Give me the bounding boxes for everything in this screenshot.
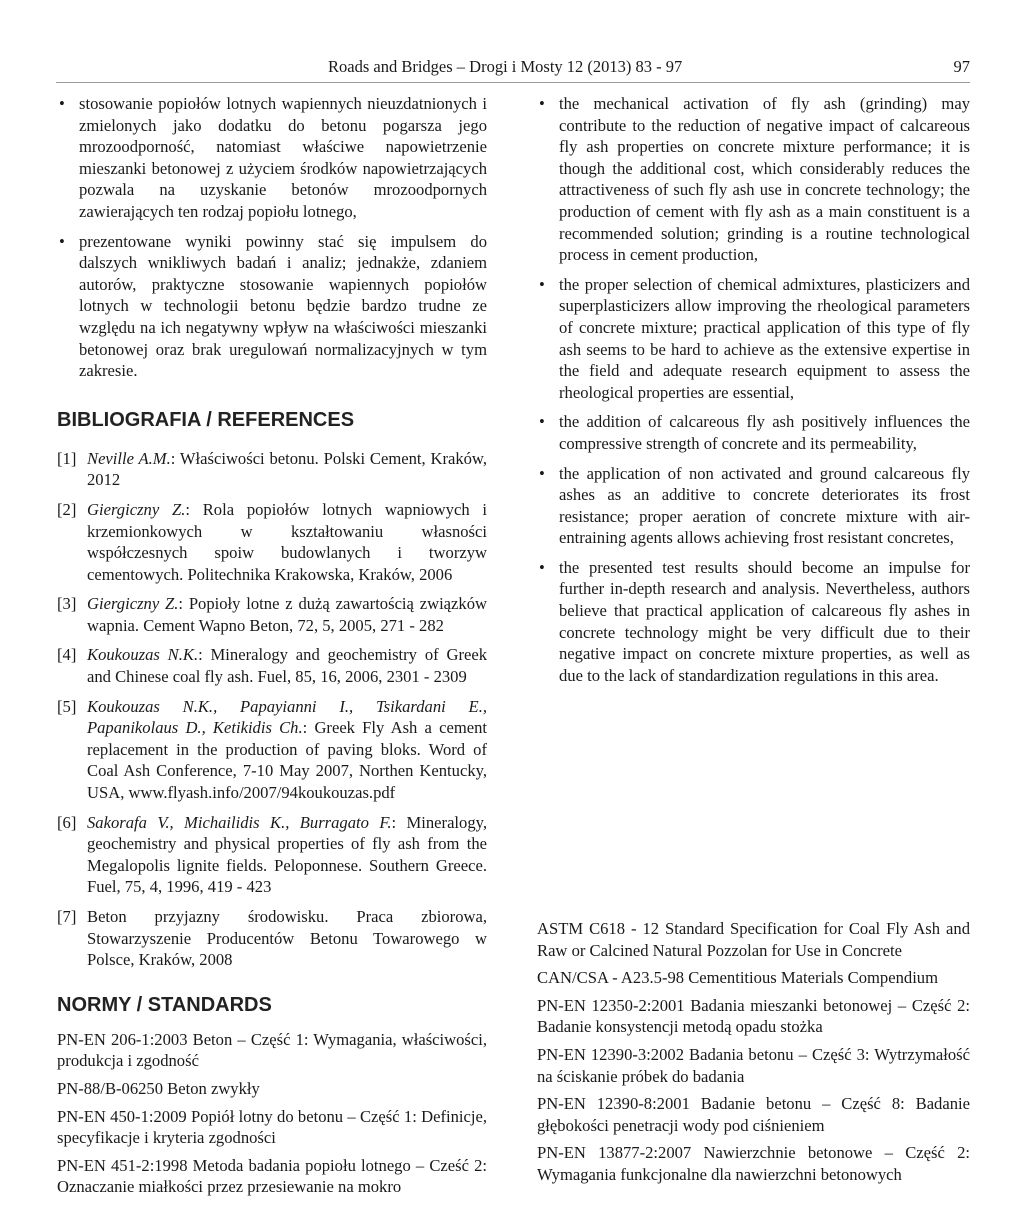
standard-item: PN-EN 12390-8:2001 Badanie betonu – Część 8: Badanie głębokości penetracji wody pod ciśnieniem: [537, 1094, 970, 1135]
list-item: [57, 93, 487, 223]
bullet-icon: •: [539, 274, 545, 294]
standard-item: PN-EN 12350-2:2001 Badania mieszanki betonowej – Część 2: Badanie konsystencji metodą opadu stożka: [537, 995, 970, 1037]
list-item-text: stosowanie popiołów lotnych wapiennych nieuzdatnionych i zmielonych jako dodatku do betonu pogarsza jego mrozoodporność, natomiast właściwe napowietrzenie mieszanki betonowej z użyciem środków napowietrzających pozwala na uzyskanie betonów mrozoodpornych zawierających ten rodzaj popiołu lotnego,: [79, 94, 487, 221]
reference-number: [2]: [57, 499, 77, 519]
standard-item: PN-EN 12390-3:2002 Badania betonu – Część 3: Wytrzymałość na ściskanie próbek do badania: [537, 1044, 970, 1086]
list-item-text: the application of non activated and ground calcareous fly ashes as an additive to concrete deteriorates its frost resistance; proper aeration of concrete mixture with air-entraining agents allows achieving frost resistant concretes,: [559, 463, 970, 548]
reference-text: : Mineralogy and geochemistry of Greek and Chinese coal fly ash. Fuel, 85, 16, 2006, 2301 - 2309: [87, 645, 488, 687]
reference-authors: Giergiczny Z.: [87, 499, 186, 519]
reference-authors: Koukouzas N.K.: [87, 645, 199, 665]
reference-number: [3]: [57, 594, 77, 614]
reference-text: : Greek Fly Ash a cement replacement in the production of paving bloks. Word of Coal Ash Conference, 7-10 May 2007, Northen Kentucky, USA, www.flyash.info/2007/94koukouzas.pdf: [87, 718, 487, 803]
reference-item: [57, 906, 487, 971]
standards-list-left: [57, 1029, 487, 1198]
bibliography-heading: BIBLIOGRAFIA / REFERENCES: [57, 408, 355, 431]
bullet-icon: •: [539, 463, 545, 483]
reference-item: [57, 499, 487, 585]
bullet-icon: •: [539, 94, 545, 113]
list-item-text: the addition of calcareous fly ash positively influences the compressive strength of concrete and its permeability,: [559, 412, 970, 453]
standard-item: PN-EN 451-2:1998 Metoda badania popiołu lotnego – Cześć 2: Oznaczanie miałkości przez przesiewanie na mokro: [57, 1155, 487, 1197]
right-column: [537, 93, 970, 694]
standard-item: PN-88/B-06250 Beton zwykły: [57, 1078, 260, 1098]
standard-item: PN-EN 13877-2:2007 Nawierzchnie betonowe – Część 2: Wymagania funkcjonalne dla nawierzchni betonowych: [537, 1143, 970, 1184]
bullet-icon: •: [539, 412, 545, 432]
left-column: [57, 93, 487, 1204]
reference-number: [6]: [57, 812, 77, 832]
bullet-icon: •: [59, 94, 65, 113]
conclusions-list-pl: [57, 93, 487, 382]
standard-item: ASTM C618 - 12 Standard Specification for Coal Fly Ash and Raw or Calcined Natural Pozzolan for Use in Concrete: [537, 919, 970, 960]
reference-list: [57, 448, 487, 971]
list-item: [537, 411, 970, 454]
reference-authors: Neville A.M.: [87, 448, 171, 468]
reference-authors: Koukouzas N.K., Papayianni I., Tsikardani E., Papanikolaus D., Ketikidis Ch.: [87, 696, 487, 738]
list-item-text: the mechanical activation of fly ash (grinding) may contribute to the reduction of negative impact of calcareous fly ash properties on concrete mixture performance; it is though the additional cost, which considerably reduces the attractiveness of such fly ash use in concrete technology; the production of cement with fly ash as a main constituent is a recommended solution; grinding is a routine technological process in cement production,: [559, 94, 970, 265]
list-item: [57, 231, 487, 382]
journal-running-title: Roads and Bridges – Drogi i Mosty 12 (2013) 83 - 97: [328, 57, 683, 76]
reference-item: [57, 696, 487, 804]
list-item: [537, 557, 970, 687]
reference-number: [5]: [57, 696, 77, 716]
bullet-icon: •: [539, 557, 545, 577]
reference-number: [7]: [57, 907, 77, 926]
standards-list-right: [537, 918, 970, 1192]
reference-number: [1]: [57, 448, 77, 468]
reference-text: : Popioły lotne z dużą zawartością związków wapnia. Cement Wapno Beton, 72, 5, 2005, 271 - 282: [87, 594, 487, 635]
standard-item: CAN/CSA - A23.5-98 Cementitious Materials Compendium: [537, 968, 939, 988]
reference-text: : Rola popiołów lotnych wapniowych i krzemionkowych w kształtowaniu własności współczesnych spoiw budowlanych i tworzyw cementowych. Politechnika Krakowska, Kraków, 2006: [87, 499, 487, 584]
reference-authors: Giergiczny Z.: [87, 594, 179, 614]
reference-item: [57, 448, 487, 491]
running-header: [56, 56, 970, 83]
reference-number: [4]: [57, 645, 77, 665]
list-item-text: the presented test results should become an impulse for further in-depth research and analysis. Nevertheless, authors believe that practical application of calcareous fly ashes in concrete technology might be very difficult due to their negative impact on concrete mixture properties, as well as due to the lack of standardization regulations in this area.: [559, 557, 970, 685]
reference-authors: Sakorafa V., Michailidis K., Burragato F.: [87, 812, 392, 832]
standard-item: PN-EN 206-1:2003 Beton – Część 1: Wymagania, właściwości, produkcja i zgodność: [57, 1029, 487, 1071]
list-item-text: prezentowane wyniki powinny stać się impulsem do dalszych wnikliwych badań i analiz; jednakże, zdaniem autorów, praktyczne stosowanie wapiennych popiołów lotnych w technologii betonu będzie bardzo trudne ze względu na ich negatywny wpływ na właściwości mieszanki betonowej oraz brak uregulowań normalizacyjnych w tym zakresie.: [79, 231, 487, 381]
bullet-icon: •: [59, 231, 65, 251]
standard-item: PN-EN 450-1:2009 Popiół lotny do betonu – Część 1: Definicje, specyfikacje i kryteria zgodności: [57, 1106, 487, 1148]
reference-item: [57, 644, 487, 687]
list-item: [537, 274, 970, 404]
reference-text: : Właściwości betonu. Polski Cement, Kraków, 2012: [87, 448, 487, 490]
reference-item: [57, 812, 487, 898]
list-item: [537, 93, 970, 266]
standards-heading: NORMY / STANDARDS: [57, 993, 272, 1016]
reference-text: : Mineralogy, geochemistry and physical properties of fly ash from the Megalopolis lignite fields. Peloponnese. Southern Greece. Fuel, 75, 4, 1996, 419 - 423: [87, 812, 488, 897]
conclusions-list-en: [537, 93, 970, 686]
list-item-text: the proper selection of chemical admixtures, plasticizers and superplasticizers allow improving the rheological parameters of concrete mixture; practical application of this type of fly ash seems to be hard to achieve as the extensive expertise in the field and adequate research equipment to assess the rheological properties are essential,: [559, 274, 970, 402]
reference-text: Beton przyjazny środowisku. Praca zbiorowa, Stowarzyszenie Producentów Betonu Towarowego w Polsce, Kraków, 2008: [87, 907, 487, 970]
page-number: 97: [953, 57, 970, 76]
reference-item: [57, 593, 487, 636]
list-item: [537, 463, 970, 549]
